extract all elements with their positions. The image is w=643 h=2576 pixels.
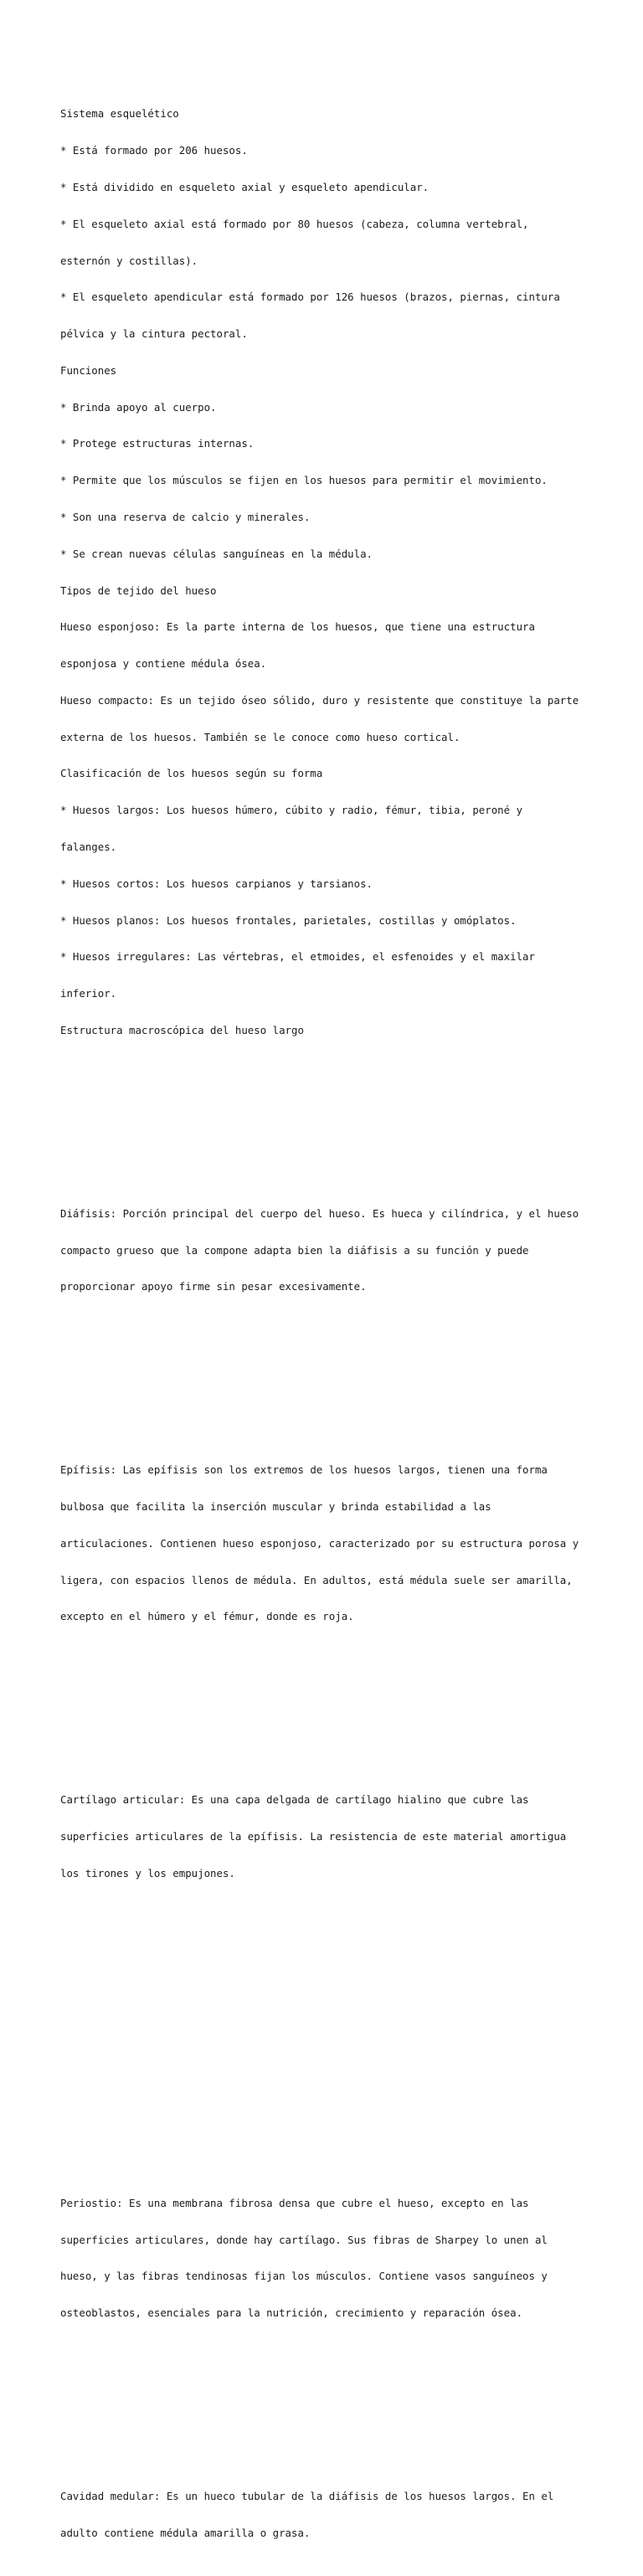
text-line: * El esqueleto axial está formado por 80 huesos (cabeza, columna vertebral, [60,217,529,230]
text-line: Hueso compacto: Es un tejido óseo sólido, duro y resistente que constituye la parte [60,693,579,707]
text-line: hueso, y las fibras tendinosas fijan los músculos. Contiene vasos sanguíneos y [60,2270,548,2283]
text-line: los tirones y los empujones. [60,1866,235,1879]
text-line: bulbosa que facilita la inserción muscular y brinda estabilidad a las [60,1500,491,1514]
text-line: excepto en el húmero y el fémur, donde es roja. [60,1610,354,1623]
text-line: Hueso esponjoso: Es la parte interna de los huesos, que tiene una estructura [60,620,535,634]
text-line: * Huesos largos: Los huesos húmero, cúbito y radio, fémur, tibia, peroné y [60,804,523,817]
text-line: Cavidad medular: Es un hueco tubular de la diáfisis de los huesos largos. En el [60,2490,554,2503]
paragraph-cavidad-medular [60,2466,596,2564]
paragraph-epifisis [60,1440,596,1648]
text-line: superficies articulares de la epífisis. La resistencia de este material amortigua [60,1830,567,1843]
text-line: * Protege estructuras internas. [60,437,255,450]
section-heading-tipos: Tipos de tejido del hueso [60,584,217,597]
text-line: * Huesos cortos: Los huesos carpianos y tarsianos. [60,877,373,890]
text-line: * Permite que los músculos se fijen en los huesos para permitir el movimiento. [60,474,548,487]
text-line: falanges. [60,841,117,853]
text-line: * Se crean nuevas células sanguíneas en la médula. [60,547,373,560]
doc-title: Sistema esquelético [60,107,179,121]
text-line: adulto contiene médula amarilla o grasa. [60,2526,311,2539]
section-heading-funciones: Funciones [60,363,117,377]
document-page [60,59,596,2576]
text-line: Diáfisis: Porción principal del cuerpo del hueso. Es hueca y cilíndrica, y el hueso [60,1206,579,1220]
text-line: pélvica y la cintura pectoral. [60,327,248,341]
text-line: * El esqueleto apendicular está formado por 126 huesos (brazos, piernas, cintura [60,291,560,304]
text-line: * Huesos irregulares: Las vértebras, el etmoides, el esfenoides y el maxilar [60,950,535,964]
text-line: externa de los huesos. También se le conoce como hueso cortical. [60,730,460,743]
text-line: osteoblastos, esenciales para la nutrición, crecimiento y reparación ósea. [60,2306,523,2320]
text-line: articulaciones. Contienen hueso esponjoso, caracterizado por su estructura porosa y [60,1536,579,1550]
text-line: ligera, con espacios llenos de médula. En adultos, está médula suele ser amarilla, [60,1573,573,1586]
text-line: Epífisis: Las epífisis son los extremos de los huesos largos, tienen una forma [60,1463,548,1477]
section-intro [60,84,596,1062]
text-line: superficies articulares, donde hay cartílago. Sus fibras de Sharpey lo unen al [60,2233,548,2246]
paragraph-periostio [60,2173,596,2344]
section-heading-clasificacion: Clasificación de los huesos según su forma [60,767,323,780]
text-line: inferior. [60,987,117,1000]
section-heading-estructura: Estructura macroscópica del hueso largo [60,1023,304,1036]
paragraph-cartilago [60,1770,596,1905]
text-line: compacto grueso que la compone adapta bien la diáfisis a su función y puede [60,1243,529,1257]
text-line: proporcionar apoyo firme sin pesar excesivamente. [60,1280,367,1293]
text-line: * Son una reserva de calcio y minerales. [60,510,311,523]
text-line: Periostio: Es una membrana fibrosa densa que cubre el hueso, excepto en las [60,2196,529,2209]
text-line: Cartílago articular: Es una capa delgada de cartílago hialino que cubre las [60,1793,529,1807]
text-line: * Brinda apoyo al cuerpo. [60,400,217,414]
text-line: * Está dividido en esqueleto axial y esqueleto apendicular. [60,180,430,193]
text-line: esponjosa y contiene médula ósea. [60,657,267,671]
paragraph-diafisis [60,1184,596,1319]
text-line: * Huesos planos: Los huesos frontales, parietales, costillas y omóplatos. [60,913,517,927]
text-line: esternón y costillas). [60,254,198,267]
text-line: * Está formado por 206 huesos. [60,144,248,157]
